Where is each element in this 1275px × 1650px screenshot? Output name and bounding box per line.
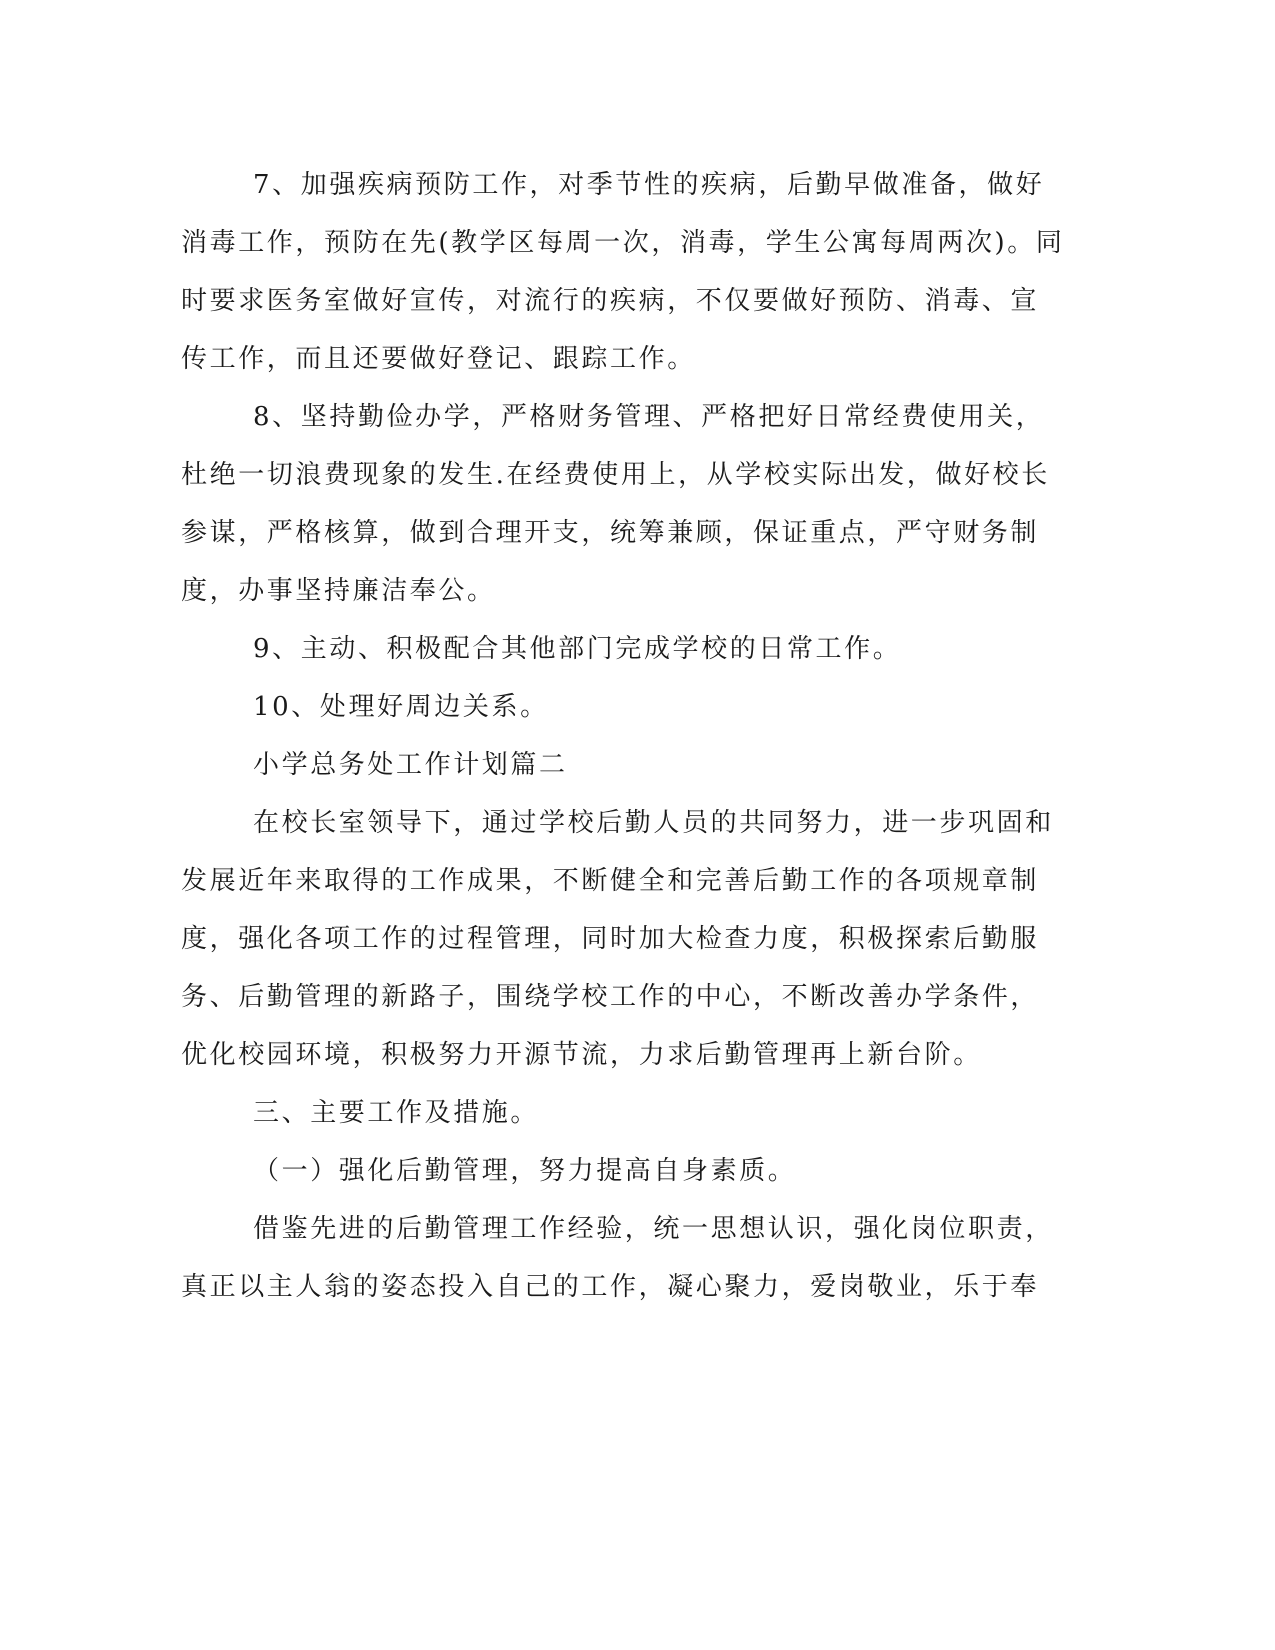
text-line: （一）强化后勤管理，努力提高自身素质。 xyxy=(253,1156,797,1186)
paragraph-item-8 xyxy=(181,388,1050,620)
text-line: 7、加强疾病预防工作，对季节性的疾病，后勤早做准备，做好 xyxy=(253,170,1045,200)
text-line: 度，强化各项工作的过程管理，同时加大检查力度，积极探索后勤服 xyxy=(181,924,1040,954)
text-line: 发展近年来取得的工作成果，不断健全和完善后勤工作的各项规章制 xyxy=(181,866,1040,896)
text-line: 真正以主人翁的姿态投入自己的工作，凝心聚力，爱岗敬业，乐于奉 xyxy=(181,1272,1040,1302)
paragraph-intro xyxy=(181,794,1054,1084)
text-line: 杜绝一切浪费现象的发生.在经费使用上，从学校实际出发，做好校长 xyxy=(181,460,1050,490)
text-line: 10、处理好周边关系。 xyxy=(253,692,549,722)
subheading-logistics xyxy=(181,1142,1041,1200)
text-line: 借鉴先进的后勤管理工作经验，统一思想认识，强化岗位职责， xyxy=(253,1214,1054,1244)
text-line: 小学总务处工作计划篇二 xyxy=(253,750,568,780)
paragraph-body-1 xyxy=(181,1200,1054,1316)
text-line: 时要求医务室做好宣传，对流行的疾病，不仅要做好预防、消毒、宣 xyxy=(181,286,1040,316)
text-line: 在校长室领导下，通过学校后勤人员的共同努力，进一步巩固和 xyxy=(253,808,1054,838)
text-line: 优化校园环境，积极努力开源节流，力求后勤管理再上新台阶。 xyxy=(181,1040,982,1070)
text-line: 度，办事坚持廉洁奉公。 xyxy=(181,576,496,606)
text-line: 8、坚持勤俭办学，严格财务管理、严格把好日常经费使用关， xyxy=(253,402,1045,432)
text-line: 传工作，而且还要做好登记、跟踪工作。 xyxy=(181,344,696,374)
paragraph-item-9 xyxy=(181,620,1041,678)
text-line: 务、后勤管理的新路子，围绕学校工作的中心，不断改善办学条件， xyxy=(181,982,1040,1012)
text-line: 参谋，严格核算，做到合理开支，统筹兼顾，保证重点，严守财务制 xyxy=(181,518,1040,548)
text-line: 消毒工作，预防在先(教学区每周一次，消毒，学生公寓每周两次)。同 xyxy=(181,228,1065,258)
text-line: 三、主要工作及措施。 xyxy=(253,1098,540,1128)
paragraph-item-7 xyxy=(181,156,1065,388)
section-title xyxy=(181,736,1041,794)
document-body xyxy=(181,156,1065,1316)
paragraph-item-10 xyxy=(181,678,1041,736)
text-line: 9、主动、积极配合其他部门完成学校的日常工作。 xyxy=(253,634,902,664)
heading-main-work xyxy=(181,1084,1041,1142)
